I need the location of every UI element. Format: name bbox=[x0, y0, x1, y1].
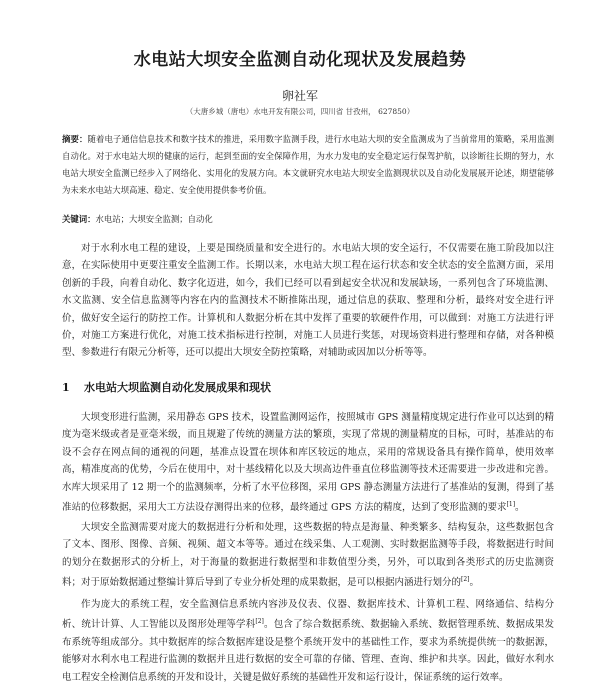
paragraph-end: 。 bbox=[515, 502, 525, 514]
keywords-text: 水电站；大坝安全监测；自动化 bbox=[95, 214, 213, 224]
body-paragraph-gps bbox=[62, 409, 554, 517]
paragraph-text-cont: 。包含了综合数据系统、数据输入系统、数据管理系统、数据成果发布系统等组成部分。其中数据库的综合数据库建设是整个系统开发中的基础性工作，要求为系统提供统一的数据源，能够对水利水电工程进行监测的数据并且进行数据的安全可靠的存储、管理、查询、维护和共享。因此，做好水利水电工程安全检测信息系统的开发和设计，关键是做好系统的基础性开发和运行设计，保证系统的运行效率。 bbox=[62, 619, 554, 683]
paragraph-text: 作为庞大的系统工程，安全监测信息系统内容涉及仪表、仪器、数据库技术、计算机工程、网络通信、结构分析、统计计算、人工智能以及图形处理等学科 bbox=[62, 599, 554, 631]
intro-paragraph: 对于水利水电工程的建设，上要是围绕质量和安全进行的。水电站大坝的安全运行，不仅需要在施工阶段加以注意，在实际使用中更要注重安全监测工作。长期以来，水电站大坝工程在运行状态和安全状态的安全监测方面，采用创新的手段，向着自动化、数字化迈进，如今，我们已经可以看到起安全状况和发展缺场，一系列包含了环境监测、水文监测、安全信息监测等内容在内的监测技术不断推陈出现，通过信息的获取、整理和分析，最终对安全进行评价，做好安全运行的防控工作。计算机和人数据分析在其中发挥了重要的软硬件作用，可以做到：对施工方法进行评价，对施工方案进行优化，对施工技术指标进行控制，对施工人员进行奖惩，对现场资料进行整理和存储，对各种模型、参数进行有限元分析等，还可以提出大坝安全防控策略，对辅助或因加以分析等等。 bbox=[62, 243, 554, 359]
abstract-text: 随着电子通信信息技术和数字技术的推进，采用数字监测手段，进行水电站大坝的安全监测成为了当前常用的策略，采用监测自动化。对于水电站大坝的健康的运行，起到至面的安全保障作用，为水力发电的安全稳定运行保驾护航，以诊断往长期的努力，水电站大坝安全监测已经步入了网络化、实用化的发展方向。本文就研究水电站大坝安全监测现状以及自动化发展展开论述，期望能够为未来水电站大坝高速、稳定、安全使用提供参考价值。 bbox=[62, 134, 555, 195]
paragraph-text: 大坝变形进行监测，采用静态 GPS 技术，设置监测网运作，按照城市 GPS 测量精度规定进行作业可以达到的精度为毫米级或者是亚毫米级，而且规避了传统的测量方法的繁琐，实现了常规的测量精度的目标，可时，基准站的布设不会存在网点间的通视的问题，基准点设置在坝体和库区较远的地点，采用的常规设备具有操作简单，使用效率高，精准度高的优势，今后在使用中，对十基线精化以及大坝高边件垂直位移监测等技术还需要进一步改进和完善。水库大坝采用了 12 期一个的监测频率，分析了水平位移图，采用 GPS 静态测量方法进行了基准站的复测，得到了基准站的位移数据，采用大工方法设存测得出来的位移，最终通过 GPS 方法的精度，达到了变形监测的要求 bbox=[62, 412, 554, 514]
body-paragraph-system bbox=[62, 596, 554, 686]
citation-ref[interactable]: [2] bbox=[461, 576, 470, 584]
keywords-label: 关键词： bbox=[62, 214, 96, 224]
keywords bbox=[62, 212, 554, 226]
body-paragraph-data bbox=[62, 519, 554, 592]
paragraph-text: 大坝安全监测需要对庞大的数据进行分析和处理，这些数据的特点是海量、种类繁多、结构复杂，这些数据包含了文本、图形、图像、音频、视频、超文本等等。通过在线采集、人工观测、实时数据监测等手段，将数据进行时间的划分在数据形式的分析上，对于海量的数据进行数据型和非数值型分类，另外，可以取到各类形式的历史监测资料；对于原始数据通过整编计算后导到了专业分析处理的成果数据，是可以根据内涵进行划分的 bbox=[62, 522, 554, 589]
section-number: 1 bbox=[62, 381, 70, 394]
author-name: 卵社军 bbox=[281, 89, 318, 103]
section-heading bbox=[62, 379, 554, 395]
paragraph-end: 。 bbox=[469, 577, 480, 589]
abstract bbox=[62, 131, 554, 199]
abstract-label: 摘要： bbox=[62, 134, 88, 144]
citation-ref[interactable]: [2] bbox=[255, 618, 264, 626]
citation-ref[interactable]: [1] bbox=[506, 501, 516, 509]
author-affiliation: （大唐乡城（唐电）水电开发有限公司，四川省 甘孜州， 627850） bbox=[185, 107, 415, 116]
section-title: 水电站大坝监测自动化发展成果和现状 bbox=[84, 381, 271, 394]
paper-title: 水电站大坝安全监测自动化现状及发展趋势 bbox=[133, 50, 467, 70]
